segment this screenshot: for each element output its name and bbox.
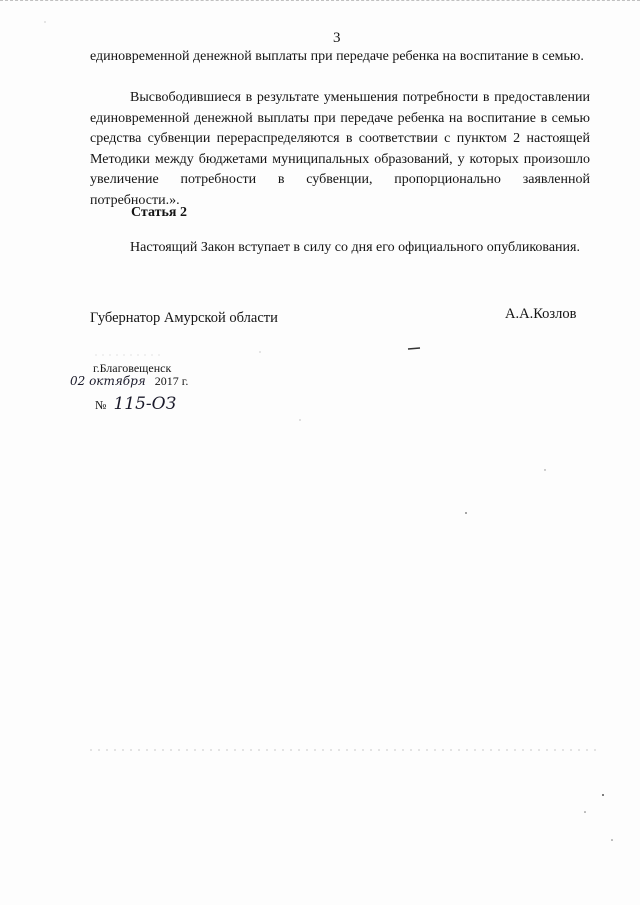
scan-dot — [465, 512, 467, 514]
handwritten-date: 02 октября — [70, 374, 146, 388]
scan-mark — [408, 348, 420, 349]
article-heading: Статья 2 — [131, 205, 187, 220]
page-number: 3 — [333, 30, 341, 46]
scan-dot — [259, 351, 260, 352]
scan-dot — [602, 794, 604, 796]
signatory-title: Губернатор Амурской области — [90, 310, 278, 326]
year-label: 2017 г. — [154, 374, 189, 388]
scan-dot — [299, 419, 300, 420]
city-label: г.Благовещенск — [93, 361, 172, 375]
paragraph-entry-into-force: Настоящий Закон вступает в силу со дня его официального опубликования. — [130, 240, 580, 255]
paragraph-redistribution: Высвободившиеся в результате уменьшения потребности в предоставлении единовременной денежной выплаты при передаче ребенка на воспитание в семью средства субвенции перераспределяются в соответствии с пунктом 2 настоящей Методики между бюджетами муниципальных образований, у которых произошло увеличение потребности в субвенции, пропорционально заявленной потребности.». — [90, 90, 590, 208]
scan-dot — [611, 839, 613, 841]
number-sign: № — [95, 398, 107, 412]
paragraph-continuation: единовременной денежной выплаты при передаче ребенка на воспитание в семью. — [90, 49, 584, 64]
handwritten-law-number: 115-ОЗ — [113, 394, 177, 414]
scan-dot — [544, 469, 545, 470]
signatory-name: А.А.Козлов — [505, 306, 577, 322]
scan-dot — [584, 811, 586, 813]
scan-dot — [44, 21, 45, 22]
